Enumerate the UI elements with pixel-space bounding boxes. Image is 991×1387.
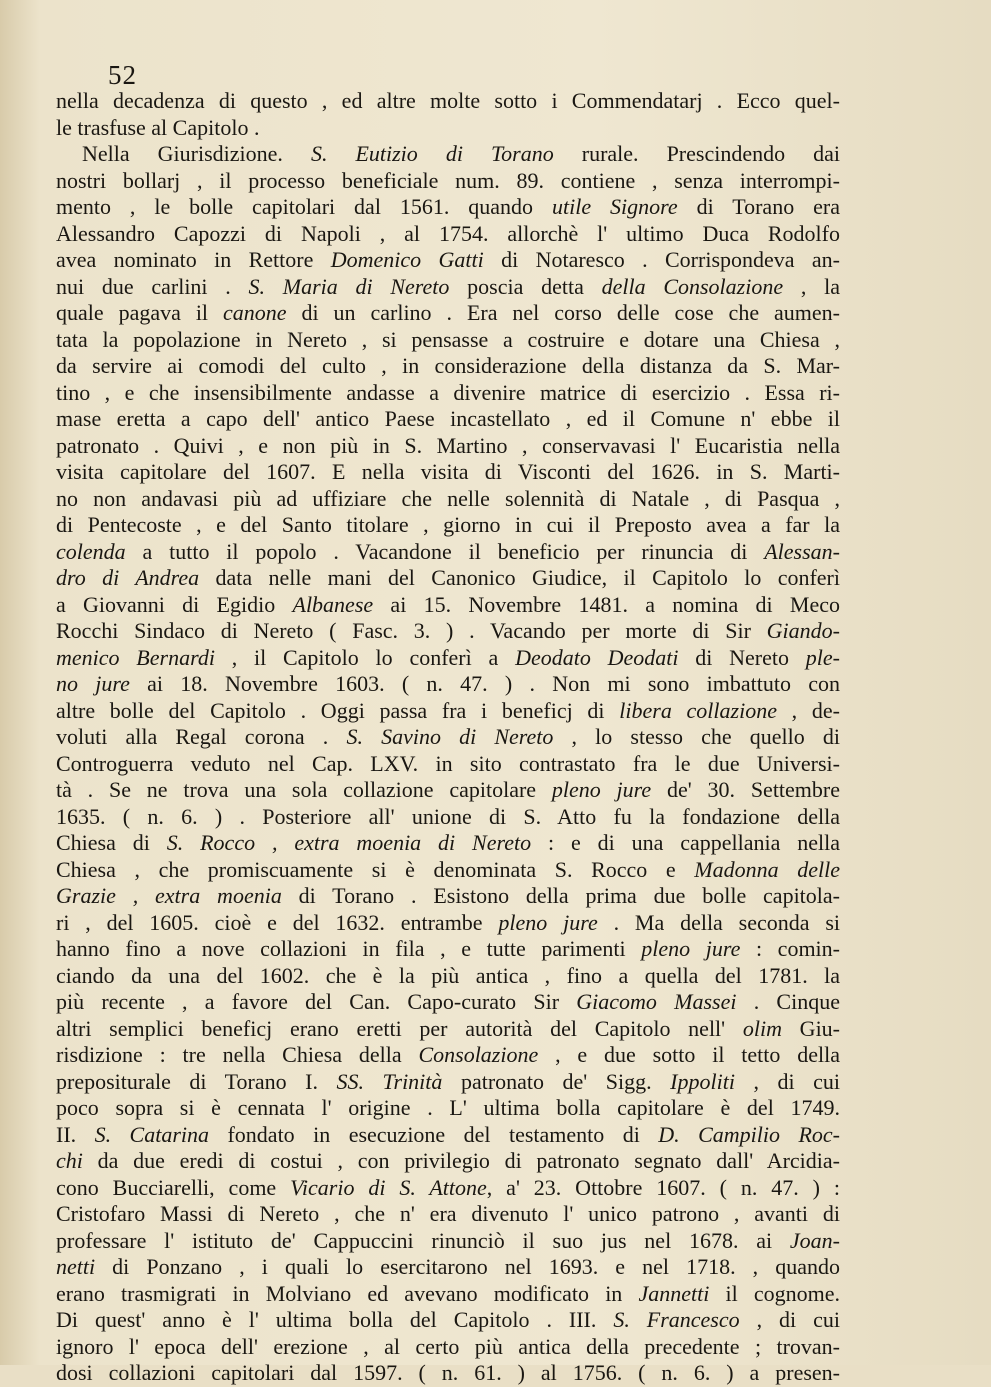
text-line <box>56 883 840 910</box>
italic-text: libera collazione <box>619 697 777 723</box>
text-line <box>56 1201 840 1228</box>
italic-text: canone <box>223 300 287 325</box>
text-segment: di Notaresco . Corrispondeva an- <box>483 247 840 272</box>
italic-text: netti <box>56 1254 96 1279</box>
text-line <box>56 406 840 433</box>
text-line <box>56 194 840 221</box>
text-segment: ai 15. Novembre 1481. a nomina di Meco <box>373 591 840 617</box>
text-line <box>56 989 840 1016</box>
text-line <box>56 1122 840 1149</box>
text-line <box>56 1307 840 1334</box>
text-line <box>56 1069 840 1096</box>
text-line <box>56 830 840 857</box>
text-segment: di Torano era <box>677 194 840 219</box>
italic-text: chi <box>56 1148 83 1173</box>
italic-text: Madonna delle <box>694 856 840 882</box>
text-line <box>56 247 840 274</box>
italic-text: Alessan- <box>764 538 840 564</box>
text-segment: , lo stesso che quello di <box>553 724 840 749</box>
italic-text: Joan- <box>789 1227 840 1253</box>
italic-text: S. Francesco <box>613 1307 740 1332</box>
text-line <box>56 724 840 751</box>
text-segment: hanno fino a nove collazioni in fila , e tutte parimenti <box>56 936 642 961</box>
italic-text: ple- <box>805 644 840 670</box>
text-segment: quale pagava il <box>56 300 223 325</box>
text-line <box>56 804 840 831</box>
text-segment: erano trasmigrati in Molviano ed avevano modificato in <box>56 1280 639 1306</box>
text-line <box>56 936 840 963</box>
text-line <box>56 751 840 778</box>
italic-text: pleno jure <box>498 909 598 935</box>
text-line <box>56 671 840 698</box>
text-segment: più recente , a favore del Can. Capo-curato Sir <box>56 989 577 1014</box>
text-segment: poco sopra si è cennata l' origine . L' ultima bolla capitolare è del 1749. <box>56 1095 840 1120</box>
text-line <box>56 592 840 619</box>
italic-text: Albanese <box>292 591 374 617</box>
text-segment: di Torano . Esistono della prima due bolle capitola- <box>281 883 840 908</box>
text-segment: patronato . Quivi , e non più in S. Martino , conservavasi l' Eucaristia nella <box>56 432 840 458</box>
text-segment: nostri bollarj , il processo beneficiale num. 89. contiene , senza interrompi- <box>56 167 840 193</box>
text-segment: ignoro l' epoca dell' erezione , al certo più antica della precedente ; trovan- <box>56 1333 840 1359</box>
text-segment: cono Bucciarelli, come <box>56 1174 291 1200</box>
text-line <box>56 1360 840 1387</box>
text-line <box>56 353 840 380</box>
text-segment: ai 18. Novembre 1603. ( n. 47. ) . Non mi sono imbattuto con <box>129 671 840 696</box>
text-segment: , de- <box>776 697 840 723</box>
italic-text: S. Catarina <box>94 1121 210 1147</box>
italic-text: colenda <box>56 538 126 564</box>
text-segment: le trasfuse al Capitolo . <box>56 114 260 140</box>
text-segment: , a' 23. Ottobre 1607. ( n. 47. ) : <box>486 1174 840 1200</box>
italic-text: della Consolazione <box>601 273 784 299</box>
text-segment: ri , del 1605. cioè e del 1632. entrambe <box>56 909 499 935</box>
text-segment: tà . Se ne trova una sola collazione capitolare <box>56 777 552 802</box>
text-segment: da servire ai comodi del culto , in considerazione della distanza da S. Mar- <box>56 353 840 378</box>
text-segment: II. <box>56 1121 95 1147</box>
italic-text: Jannetti <box>638 1280 710 1306</box>
italic-text: dro di Andrea <box>56 565 200 590</box>
text-segment: fondato in esecuzione del testamento di <box>209 1121 659 1147</box>
text-line <box>56 1148 840 1175</box>
text-line <box>56 645 840 672</box>
text-segment: visita capitolare del 1607. E nella visita di Visconti del 1626. in S. Marti- <box>56 459 840 484</box>
text-segment: tino , e che insensibilmente andasse a divenire matrice di esercizio . Essa ri- <box>56 379 840 405</box>
text-line <box>56 433 840 460</box>
text-line <box>56 88 840 115</box>
text-segment: mase eretta a capo dell' antico Paese incastellato , ed il Comune n' ebbe il <box>56 406 840 431</box>
text-segment: voluti alla Regal corona . <box>56 724 347 749</box>
text-line <box>56 857 840 884</box>
italic-text: Domenico Gatti <box>330 247 484 272</box>
italic-text: S. Rocco , extra moenia di Nereto <box>166 830 532 855</box>
text-line <box>56 168 840 195</box>
text-line <box>56 274 840 301</box>
text-line <box>56 1254 840 1281</box>
italic-text: Ippoliti <box>670 1068 735 1094</box>
body-text <box>56 88 840 1387</box>
italic-text: pleno jure <box>551 777 652 802</box>
text-segment: avea nominato in Rettore <box>56 247 331 272</box>
text-line <box>56 539 840 566</box>
text-line <box>56 141 840 168</box>
italic-text: S. Eutizio di Torano <box>310 141 554 166</box>
italic-text: D. Campilio Roc- <box>658 1121 840 1147</box>
text-segment: Chiesa di <box>56 830 167 855</box>
text-segment: , e due sotto il tetto della <box>538 1042 840 1067</box>
text-segment: Di quest' anno è l' ultima bolla del Capitolo . III. <box>56 1307 614 1332</box>
text-line <box>56 1334 840 1361</box>
text-segment: di Ponzano , i quali lo esercitarono nel 1693. e nel 1718. , quando <box>95 1254 840 1279</box>
italic-text: Giacomo Massei <box>576 989 737 1014</box>
text-segment: il cognome. <box>709 1280 840 1306</box>
italic-text: pleno jure <box>641 936 741 961</box>
text-segment: altre bolle del Capitolo . Oggi passa fra i beneficj di <box>56 697 620 723</box>
text-line <box>56 486 840 513</box>
italic-text: Giando- <box>766 618 840 643</box>
text-segment: altri semplici beneficj erano eretti per autorità del Capitolo nell' <box>56 1015 743 1041</box>
text-segment: Rocchi Sindaco di Nereto ( Fasc. 3. ) . Vacando per morte di Sir <box>56 618 767 643</box>
text-segment: Controguerra veduto nel Cap. LXV. in sito contrastato fra le due Universi- <box>56 750 840 776</box>
text-segment: patronato de' Sigg. <box>442 1068 671 1094</box>
text-line <box>56 777 840 804</box>
text-segment: rurale. Prescindendo dai <box>553 141 840 166</box>
text-line <box>56 1042 840 1069</box>
text-segment: nella decadenza di questo , ed altre molte sotto i Commendatarj . Ecco quel- <box>56 88 840 113</box>
text-segment: , il Capitolo lo conferì a <box>214 644 516 670</box>
text-segment: data nelle mani del Canonico Giudice, il Capitolo lo conferì <box>199 565 840 590</box>
text-line <box>56 459 840 486</box>
page-number: 52 <box>108 60 137 90</box>
text-segment: da due eredi di costui , con privilegio di patronato segnato dall' Arcidia- <box>82 1148 840 1173</box>
text-segment: a Giovanni di Egidio <box>56 591 293 617</box>
text-segment: di Pentecoste , e del Santo titolare , giorno in cui il Preposto avea a far la <box>56 512 840 537</box>
text-segment: Alessandro Capozzi di Napoli , al 1754. allorchè l' ultimo Duca Rodolfo <box>56 220 840 246</box>
text-segment: risdizione : tre nella Chiesa della <box>56 1042 419 1067</box>
text-segment: Cristofaro Massi di Nereto , che n' era divenuto l' unico patrono , avanti di <box>56 1201 840 1226</box>
text-segment: Chiesa , che promiscuamente si è denominata S. Rocco e <box>56 856 695 882</box>
text-segment: prepositurale di Torano I. <box>56 1068 337 1094</box>
text-segment: Giu- <box>781 1015 840 1041</box>
text-line <box>56 221 840 248</box>
text-segment: nui due carlini . <box>56 273 249 299</box>
text-line <box>56 1016 840 1043</box>
text-segment: no non andavasi più ad uffiziare che nelle solennità di Natale , di Pasqua , <box>56 485 840 511</box>
text-line <box>56 1281 840 1308</box>
text-line <box>56 115 840 142</box>
italic-text: SS. Trinità <box>336 1068 443 1094</box>
italic-text: S. Savino di Nereto <box>346 724 554 749</box>
text-segment: ciando da una del 1602. che è la più antica , fino a quella del 1781. la <box>56 962 840 988</box>
text-segment: : comin- <box>740 936 840 961</box>
text-line <box>56 380 840 407</box>
text-segment: a tutto il popolo . Vacandone il beneficio per rinuncia di <box>125 538 765 564</box>
text-segment: , la <box>783 273 840 299</box>
text-segment: , di cui <box>739 1307 840 1332</box>
text-line <box>56 698 840 725</box>
text-line <box>56 1228 840 1255</box>
italic-text: Consolazione <box>418 1042 539 1067</box>
text-line <box>56 565 840 592</box>
italic-text: menico Bernardi <box>56 644 215 670</box>
text-line <box>56 300 840 327</box>
text-segment: Nella Giurisdizione. <box>82 141 311 166</box>
italic-text: Grazie , extra moenia <box>56 883 282 908</box>
italic-text: Deodato Deodati <box>515 644 679 670</box>
text-line <box>56 512 840 539</box>
italic-text: no jure <box>56 671 130 696</box>
text-segment: mento , le bolle capitolari dal 1561. quando <box>56 194 552 219</box>
text-line <box>56 1175 840 1202</box>
text-line <box>56 910 840 937</box>
text-segment: : e di una cappellania nella <box>531 830 840 855</box>
italic-text: S. Maria di Nereto <box>248 273 450 299</box>
text-segment: dosi collazioni capitolari dal 1597. ( n. 61. ) al 1756. ( n. 6. ) a presen- <box>56 1360 840 1385</box>
text-line <box>56 618 840 645</box>
text-segment: di Nereto <box>678 644 806 670</box>
text-segment: de' 30. Settembre <box>651 777 840 802</box>
italic-text: Vicario di S. Attone <box>290 1174 487 1200</box>
text-segment: tata la popolazione in Nereto , si pensasse a costruire e dotare una Chiesa , <box>56 326 840 352</box>
text-segment: . Ma della seconda si <box>597 909 840 935</box>
text-segment: di un carlino . Era nel corso delle cose che aumen- <box>286 300 840 325</box>
text-segment: , di cui <box>734 1068 840 1094</box>
italic-text: olim <box>742 1015 782 1041</box>
text-line <box>56 963 840 990</box>
italic-text: utile Signore <box>551 194 678 219</box>
text-segment: 1635. ( n. 6. ) . Posteriore all' unione di S. Atto fu la fondazione della <box>56 803 840 829</box>
text-line <box>56 327 840 354</box>
text-segment: . Cinque <box>736 989 840 1014</box>
text-segment: poscia detta <box>449 273 602 299</box>
text-segment: professare l' istituto de' Cappuccini rinunciò il suo jus nel 1678. ai <box>56 1227 790 1253</box>
text-line <box>56 1095 840 1122</box>
